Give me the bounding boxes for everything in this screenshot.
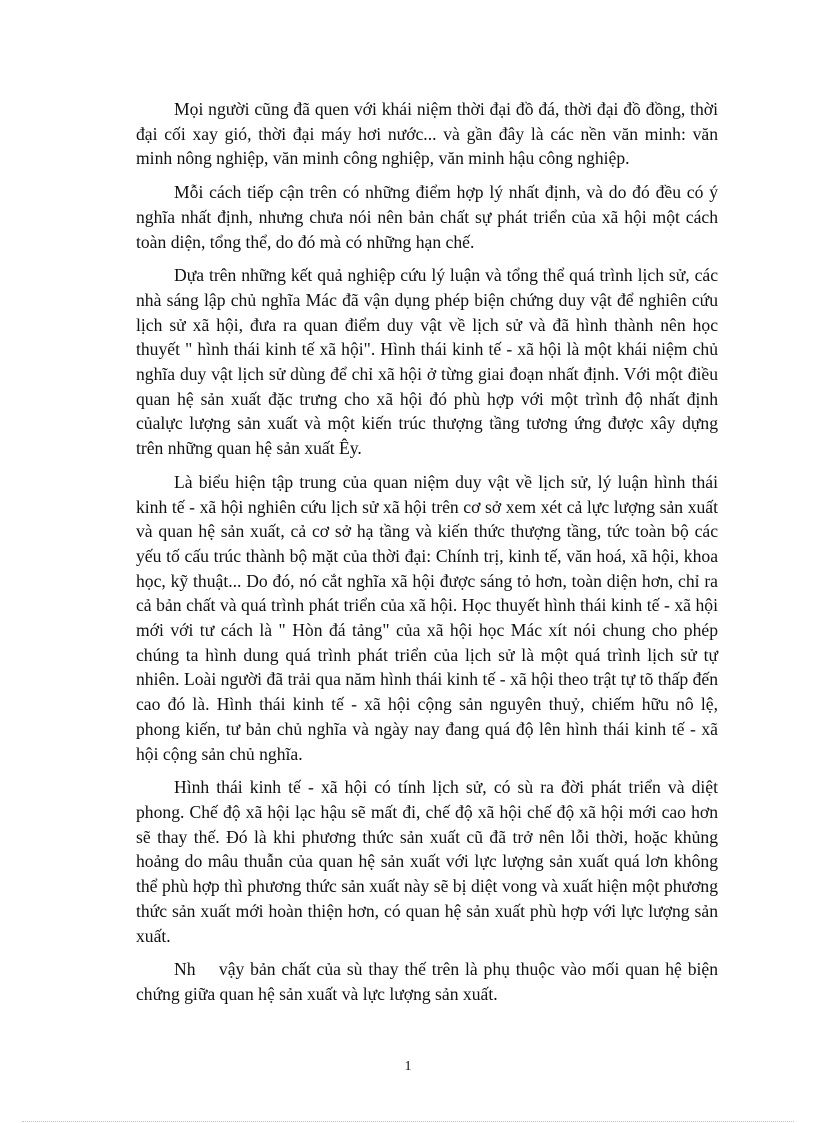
- body-text: [136, 97, 723, 1016]
- paragraph-4: Là biểu hiện tập trung của quan niệm duy vật về lịch sử, lý luận hình thái kinh tế - xã hội nghiên cứu lịch sử xã hội trên cơ sở xem xét cả lực lượng sản xuất và quan hệ sản xuất, cả cơ sở hạ tầng và kiến thức thượng tầng, tức toàn bộ các yếu tố cấu trúc thành bộ mặt của thời đại: Chính trị, kinh tế, văn hoá, xã hội, khoa học, kỹ thuật... Do đó, nó cắt nghĩa xã hội được sáng tỏ hơn, toàn diện hơn, chỉ ra cả bản chất và quá trình phát triển của xã hội. Học thuyết hình thái kinh tế - xã hội mới với tư cách là " Hòn đá tảng" của xã hội học Mác xít nói chung cho phép chúng ta hình dung quá trình phát triển của lịch sử là một quá trình lịch sử tự nhiên. Loài người đã trải qua năm hình thái kinh tế - xã hội theo trật tự tõ thấp đến cao đó là. Hình thái kinh tế - xã hội cộng sản nguyên thuỷ, chiếm hữu nô lệ, phong kiến, tư bản chủ nghĩa và ngày nay đang quá độ lên hình thái kinh tế - xã hội cộng sản chủ nghĩa.: [136, 471, 718, 764]
- paragraph-6: Nh vậy bản chất của sù thay thế trên là phụ thuộc vào mối quan hệ biện chứng giữa quan hệ sản xuất và lực lượng sản xuất.: [136, 959, 723, 1004]
- paragraph-3: Dựa trên những kết quả nghiệp cứu lý luận và tổng thể quá trình lịch sử, các nhà sáng lập chủ nghĩa Mác đã vận dụng phép biện chứng duy vật để nghiên cứu lịch sử xã hội, đưa ra quan điểm duy vật về lịch sử và đã hình thành nên học thuyết " hình thái kinh tế xã hội". Hình thái kinh tế - xã hội là một khái niệm chủ nghĩa duy vật lịch sử dùng để chỉ xã hội ở từng giai đoạn nhất định. Với một điều quan hệ sản xuất đặc trưng cho xã hội đó phù hợp với một trình độ nhất định củalực lượng sản xuất và một kiến trúc thượng tầng tương ứng được xây dựng trên những quan hệ sản xuất Êy.: [136, 265, 718, 459]
- paragraph-5: Hình thái kinh tế - xã hội có tính lịch sử, có sù ra đời phát triển và diệt phong. Chế độ xã hội lạc hậu sẽ mất đi, chế độ xã hội chế độ xã hội mới cao hơn sẽ thay thế. Đó là khi phương thức sản xuất cũ đã trở nên lỗi thời, hoặc khủng hoảng do mâu thuẫn của quan hệ sản xuất với lực lượng sản xuất quá lơn không thể phù hợp thì phương thức sản xuất này sẽ bị diệt vong và xuất hiện một phương thức sản xuất mới hoàn thiện hơn, có quan hệ sản xuất phù hợp với lực lượng sản xuất.: [136, 777, 718, 946]
- page-number: 1: [404, 1059, 412, 1074]
- paragraph-1: Mọi người cũng đã quen với khái niệm thời đại đồ đá, thời đại đồ đồng, thời đại cối xay gió, thời đại máy hơi nước... và gần đây là các nền văn minh: văn minh nông nghiệp, văn minh công nghiệp, văn minh hậu công nghiệp.: [136, 99, 718, 169]
- page-bottom-edge: [22, 1121, 794, 1122]
- paragraph-2: Mỗi cách tiếp cận trên có những điểm hợp lý nhất định, và do đó đều có ý nghĩa nhất định, nhưng chưa nói nên bản chất sự phát triển của xã hội một cách toàn diện, tổng thể, do đó mà có những hạn chế.: [136, 182, 718, 252]
